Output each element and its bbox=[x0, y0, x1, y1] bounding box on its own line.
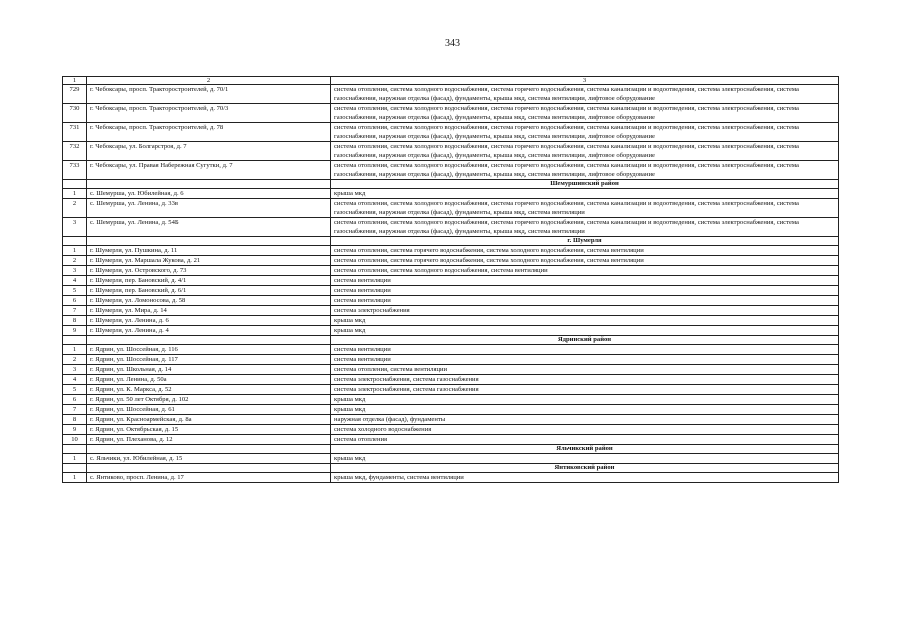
row-works: система отопления, система холодного водоснабжения, система вентиляции bbox=[331, 266, 839, 276]
table-header-row bbox=[63, 77, 839, 85]
row-number: 3 bbox=[63, 365, 87, 375]
row-works: система вентиляции bbox=[331, 276, 839, 286]
row-number: 8 bbox=[63, 316, 87, 326]
row-address: с. Янтиково, просп. Ленина, д. 17 bbox=[87, 473, 331, 483]
row-address: г. Шумерля, ул. Мира, д. 14 bbox=[87, 306, 331, 316]
table-row bbox=[63, 375, 839, 385]
table-row bbox=[63, 189, 839, 199]
table-row bbox=[63, 85, 839, 104]
row-address: с. Шемурша, ул. Ленина, д. 33в bbox=[87, 199, 331, 218]
row-number: 5 bbox=[63, 385, 87, 395]
row-address: г. Шумерля, ул. Ленина, д. 6 bbox=[87, 316, 331, 326]
row-address: г. Ядрин, ул. Октябрьская, д. 15 bbox=[87, 425, 331, 435]
empty-cell bbox=[63, 237, 87, 246]
row-address: г. Шумерля, ул. Маршала Жукова, д. 21 bbox=[87, 256, 331, 266]
works-table bbox=[62, 76, 839, 483]
empty-cell bbox=[63, 180, 87, 189]
row-address: г. Ядрин, ул. Шоссейная, д. 117 bbox=[87, 355, 331, 365]
row-number: 1 bbox=[63, 189, 87, 199]
row-works: система отопления, система холодного водоснабжения, система горячего водоснабжения, система канализации и водоотведения, система электроснабжения, система газоснабжения, наружная отделка (фасад), фундаменты, крыша мкд, система вентиляции, лифтовое оборудование bbox=[331, 161, 839, 180]
row-works: система отопления, система вентиляции bbox=[331, 365, 839, 375]
row-address: г. Ядрин, ул. Красноармейская, д. 8а bbox=[87, 415, 331, 425]
row-address: г. Ядрин, ул. 50 лет Октября, д. 102 bbox=[87, 395, 331, 405]
row-address: г. Шумерля, ул. Ломоносова, д. 58 bbox=[87, 296, 331, 306]
table-row bbox=[63, 405, 839, 415]
row-address: г. Шумерля, ул. Ленина, д. 4 bbox=[87, 326, 331, 336]
row-works: крыша мкд bbox=[331, 454, 839, 464]
row-address: г. Шумерля, пер. Бановский, д. 6/1 bbox=[87, 286, 331, 296]
table-row bbox=[63, 385, 839, 395]
table-row bbox=[63, 395, 839, 405]
table-row bbox=[63, 104, 839, 123]
row-number: 1 bbox=[63, 246, 87, 256]
empty-cell bbox=[87, 464, 331, 473]
row-works: система электроснабжения bbox=[331, 306, 839, 316]
empty-cell bbox=[87, 180, 331, 189]
empty-cell bbox=[63, 336, 87, 345]
row-address: с. Яльчики, ул. Юбилейная, д. 15 bbox=[87, 454, 331, 464]
row-number: 1 bbox=[63, 473, 87, 483]
row-number: 10 bbox=[63, 435, 87, 445]
table-row bbox=[63, 256, 839, 266]
row-number: 9 bbox=[63, 326, 87, 336]
row-number: 4 bbox=[63, 375, 87, 385]
district-heading-row bbox=[63, 237, 839, 246]
column-header: 1 bbox=[63, 77, 87, 85]
table-row bbox=[63, 296, 839, 306]
row-works: система отопления, система холодного водоснабжения, система горячего водоснабжения, система канализации и водоотведения, система электроснабжения, система газоснабжения, наружная отделка (фасад), фундаменты, крыша мкд, система вентиляции, лифтовое оборудование bbox=[331, 123, 839, 142]
empty-cell bbox=[87, 336, 331, 345]
table-row bbox=[63, 161, 839, 180]
column-header: 3 bbox=[331, 77, 839, 85]
table-row bbox=[63, 306, 839, 316]
row-number: 7 bbox=[63, 306, 87, 316]
row-number: 3 bbox=[63, 218, 87, 237]
row-works: система вентиляции bbox=[331, 296, 839, 306]
row-works: система холодного водоснабжения bbox=[331, 425, 839, 435]
works-table-container bbox=[62, 76, 838, 483]
row-number: 2 bbox=[63, 199, 87, 218]
row-works: система электроснабжения, система газоснабжения bbox=[331, 385, 839, 395]
empty-cell bbox=[87, 237, 331, 246]
row-address: г. Шумерля, ул. Островского, д. 73 bbox=[87, 266, 331, 276]
district-heading-row bbox=[63, 464, 839, 473]
row-address: г. Ядрин, ул. Школьная, д. 14 bbox=[87, 365, 331, 375]
row-works: система электроснабжения, система газоснабжения bbox=[331, 375, 839, 385]
row-address: г. Чебоксары, ул. Болгарстроя, д. 7 bbox=[87, 142, 331, 161]
table-row bbox=[63, 142, 839, 161]
table-row bbox=[63, 123, 839, 142]
row-number: 730 bbox=[63, 104, 87, 123]
row-number: 5 bbox=[63, 286, 87, 296]
column-header: 2 bbox=[87, 77, 331, 85]
row-address: г. Чебоксары, просп. Тракторостроителей, д. 78 bbox=[87, 123, 331, 142]
row-works: крыша мкд bbox=[331, 316, 839, 326]
row-number: 731 bbox=[63, 123, 87, 142]
row-address: г. Чебоксары, просп. Тракторостроителей, д. 70/3 bbox=[87, 104, 331, 123]
row-number: 9 bbox=[63, 425, 87, 435]
table-row bbox=[63, 199, 839, 218]
row-address: г. Чебоксары, просп. Тракторостроителей, д. 70/1 bbox=[87, 85, 331, 104]
row-works: система отопления, система холодного водоснабжения, система горячего водоснабжения, система канализации и водоотведения, система электроснабжения, система газоснабжения, наружная отделка (фасад), фундаменты, крыша мкд, система вентиляции bbox=[331, 199, 839, 218]
row-works: система отопления, система холодного водоснабжения, система горячего водоснабжения, система канализации и водоотведения, система электроснабжения, система газоснабжения, наружная отделка (фасад), фундаменты, крыша мкд, система вентиляции, лифтовое оборудование bbox=[331, 104, 839, 123]
table-row bbox=[63, 365, 839, 375]
district-heading: Шемуршинский район bbox=[331, 180, 839, 189]
row-address: г. Ядрин, ул. Шоссейная, д. 116 bbox=[87, 345, 331, 355]
district-heading-row bbox=[63, 336, 839, 345]
row-works: система отопления, система холодного водоснабжения, система горячего водоснабжения, система канализации и водоотведения, система электроснабжения, система газоснабжения, наружная отделка (фасад), фундаменты, крыша мкд, система вентиляции bbox=[331, 218, 839, 237]
row-works: наружная отделка (фасад), фундаменты bbox=[331, 415, 839, 425]
table-row bbox=[63, 276, 839, 286]
row-address: г. Ядрин, ул. Плеханова, д. 12 bbox=[87, 435, 331, 445]
works-table-body bbox=[63, 77, 839, 483]
district-heading: Яльчикский район bbox=[331, 445, 839, 454]
table-row bbox=[63, 266, 839, 276]
row-number: 8 bbox=[63, 415, 87, 425]
row-address: г. Шумерля, пер. Бановский, д. 4/1 bbox=[87, 276, 331, 286]
row-address: с. Шемурша, ул. Ленина, д. 54Б bbox=[87, 218, 331, 237]
row-number: 729 bbox=[63, 85, 87, 104]
table-row bbox=[63, 246, 839, 256]
row-number: 1 bbox=[63, 345, 87, 355]
row-works: крыша мкд, фундаменты, система вентиляции bbox=[331, 473, 839, 483]
row-number: 6 bbox=[63, 395, 87, 405]
row-address: г. Чебоксары, ул. Правая Набережная Сугутки, д. 7 bbox=[87, 161, 331, 180]
row-works: система вентиляции bbox=[331, 355, 839, 365]
district-heading: г. Шумерля bbox=[331, 237, 839, 246]
table-row bbox=[63, 473, 839, 483]
row-number: 6 bbox=[63, 296, 87, 306]
row-works: крыша мкд bbox=[331, 395, 839, 405]
district-heading: Янтиковский район bbox=[331, 464, 839, 473]
table-row bbox=[63, 435, 839, 445]
row-works: система отопления, система холодного водоснабжения, система горячего водоснабжения, система канализации и водоотведения, система электроснабжения, система газоснабжения, наружная отделка (фасад), фундаменты, крыша мкд, система вентиляции, лифтовое оборудование bbox=[331, 142, 839, 161]
row-address: с. Шемурша, ул. Юбилейная, д. 6 bbox=[87, 189, 331, 199]
empty-cell bbox=[87, 445, 331, 454]
row-works: система отопления, система горячего водоснабжения, система холодного водоснабжения, система вентиляции bbox=[331, 256, 839, 266]
table-row bbox=[63, 415, 839, 425]
table-row bbox=[63, 286, 839, 296]
empty-cell bbox=[63, 445, 87, 454]
row-address: г. Шумерля, ул. Пушкина, д. 11 bbox=[87, 246, 331, 256]
row-number: 7 bbox=[63, 405, 87, 415]
empty-cell bbox=[63, 464, 87, 473]
district-heading: Ядринский район bbox=[331, 336, 839, 345]
row-works: крыша мкд bbox=[331, 326, 839, 336]
row-works: система отопления, система горячего водоснабжения, система холодного водоснабжения, система вентиляции bbox=[331, 246, 839, 256]
page-number: 343 bbox=[445, 38, 460, 49]
district-heading-row bbox=[63, 180, 839, 189]
row-works: система отопления bbox=[331, 435, 839, 445]
table-row bbox=[63, 218, 839, 237]
row-number: 732 bbox=[63, 142, 87, 161]
row-address: г. Ядрин, ул. Ленина, д. 50а bbox=[87, 375, 331, 385]
table-row bbox=[63, 454, 839, 464]
row-works: система вентиляции bbox=[331, 286, 839, 296]
row-number: 4 bbox=[63, 276, 87, 286]
table-row bbox=[63, 326, 839, 336]
row-number: 2 bbox=[63, 355, 87, 365]
table-row bbox=[63, 345, 839, 355]
table-row bbox=[63, 316, 839, 326]
row-works: система отопления, система холодного водоснабжения, система горячего водоснабжения, система канализации и водоотведения, система электроснабжения, система газоснабжения, наружная отделка (фасад), фундаменты, крыша мкд, система вентиляции, лифтовое оборудование bbox=[331, 85, 839, 104]
table-row bbox=[63, 355, 839, 365]
row-works: крыша мкд bbox=[331, 189, 839, 199]
row-number: 1 bbox=[63, 454, 87, 464]
row-address: г. Ядрин, ул. К. Маркса, д. 52 bbox=[87, 385, 331, 395]
row-number: 733 bbox=[63, 161, 87, 180]
row-works: крыша мкд bbox=[331, 405, 839, 415]
row-number: 3 bbox=[63, 266, 87, 276]
row-number: 2 bbox=[63, 256, 87, 266]
row-works: система вентиляции bbox=[331, 345, 839, 355]
table-row bbox=[63, 425, 839, 435]
row-address: г. Ядрин, ул. Шоссейная, д. 61 bbox=[87, 405, 331, 415]
district-heading-row bbox=[63, 445, 839, 454]
